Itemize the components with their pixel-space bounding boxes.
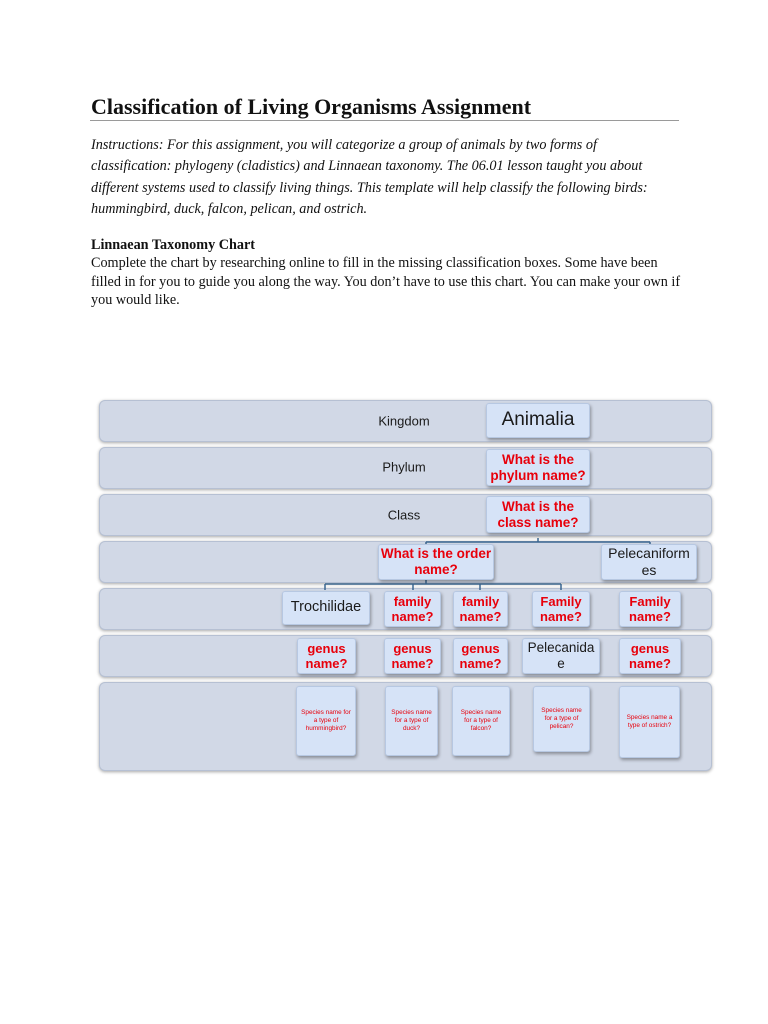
section-body: Complete the chart by researching online to fill in the missing classification boxes. Some have been filled in for you to guide you along the way. You don’t have to use this chart. You can make your own if you would like. [91, 255, 681, 309]
family-node-4: Family name? [619, 591, 681, 627]
family-node-3: Family name? [532, 591, 590, 627]
document-title: Classification of Living Organisms Assignment [91, 94, 532, 119]
instructions-paragraph: Instructions: For this assignment, you will categorize a group of animals by two forms of classification: phylogeny (cladistics) and Linnaean taxonomy. The 06.01 lesson taught you about different systems used to classify living things. This template will help classify the following birds: hummingbird, duck, falcon, pelican, and ostrich. [91, 137, 648, 218]
family-node-trochilidae: Trochilidae [282, 591, 370, 625]
family-node-1: family name? [384, 591, 441, 627]
genus-node-pelecanidae: Pelecanidae [522, 638, 600, 674]
species-node-duck: Species name for a type of duck? [385, 686, 438, 756]
species-node-hummingbird: Species name for a type of hummingbird? [296, 686, 356, 756]
section-heading: Linnaean Taxonomy Chart [91, 237, 255, 253]
order-node-pelecaniformes: Pelecaniformes [601, 544, 697, 580]
order-node-prompt: What is the order name? [378, 544, 494, 580]
kingdom-node: Animalia [486, 403, 590, 438]
rank-label-class: Class [387, 507, 421, 523]
species-node-falcon: Species name for a type of falcon? [452, 686, 510, 756]
family-node-2: family name? [453, 591, 508, 627]
genus-node-3: genus name? [453, 638, 508, 674]
species-node-pelican: Species name for a type of pelican? [533, 686, 590, 752]
genus-node-2: genus name? [384, 638, 441, 674]
phylum-node: What is the phylum name? [486, 449, 590, 486]
genus-node-5: genus name? [619, 638, 681, 674]
rank-label-kingdom: Kingdom [378, 413, 430, 429]
genus-node-1: genus name? [297, 638, 356, 674]
rank-label-phylum: Phylum [382, 459, 426, 475]
species-node-ostrich: Species name a type of ostrich? [619, 686, 680, 758]
class-node: What is the class name? [486, 496, 590, 533]
